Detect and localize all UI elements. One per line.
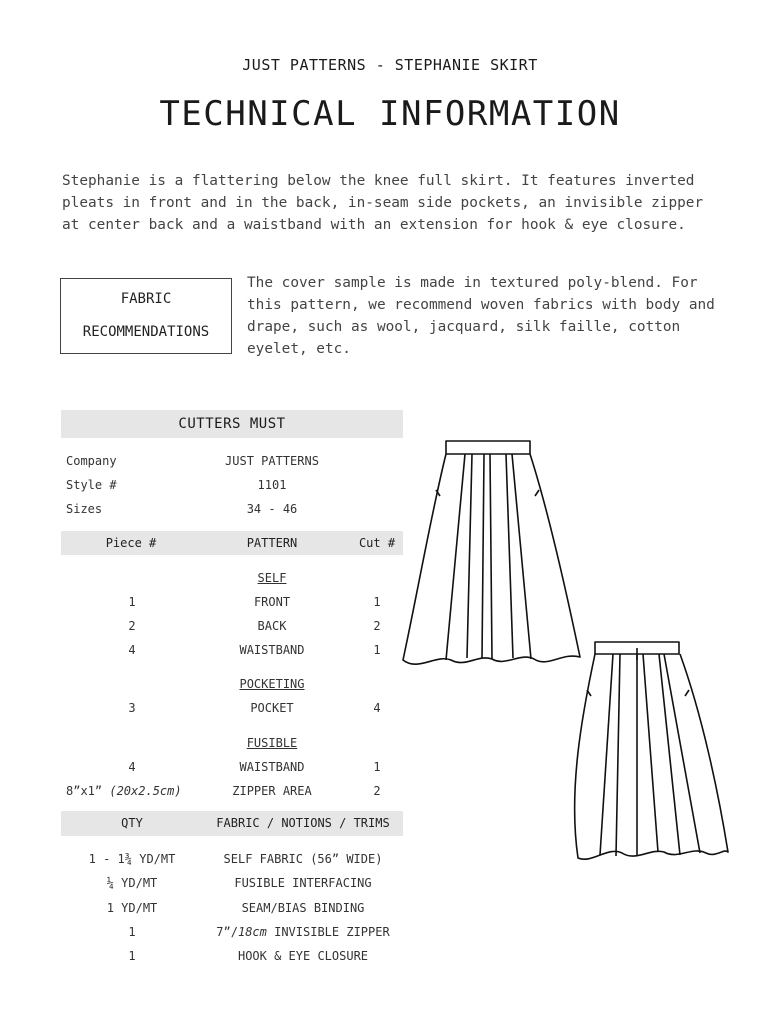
cutters-must-header: CUTTERS MUST [61,410,403,438]
piece-number: 4 [128,760,136,774]
pattern-name: WAISTBAND [239,643,305,657]
info-value: 1101 [257,478,287,492]
pattern-name: WAISTBAND [239,760,305,774]
zipper-length: 7”/ [216,925,238,939]
trim-qty: 1 YD/MT [106,901,158,915]
pattern-name: FRONT [253,595,291,609]
trim-item: SELF FABRIC (56” WIDE) [223,852,383,866]
pattern-name: POCKET [250,701,294,715]
cut-count: 1 [373,760,381,774]
trim-qty: 1 - 1¾ YD/MT [88,852,176,866]
trim-item: FUSIBLE INTERFACING [234,876,372,890]
header-qty: QTY [121,816,143,830]
cut-count: 2 [373,619,381,633]
group-fusible-title: FUSIBLE [246,736,298,750]
piece-size-main: 8”x1” [66,784,103,798]
trim-qty: ¼ YD/MT [106,876,158,890]
fabric-recommendations-text: The cover sample is made in textured poly-blend. For this pattern, we recommend woven fabrics with body and drape, such as wool, jacquard, silk faille, cotton eyelet, etc. [247,275,715,357]
pattern-name: ZIPPER AREA [232,784,312,798]
fabric-box-line2: RECOMMENDATIONS [82,324,210,340]
info-value: JUST PATTERNS [225,454,319,468]
cut-count: 1 [373,595,381,609]
piece-number: 2 [128,619,136,633]
page-title: TECHNICAL INFORMATION [159,94,621,134]
zipper-type: INVISIBLE ZIPPER [266,925,390,939]
cut-count: 2 [373,784,381,798]
piece-size-metric: (20x2.5cm) [109,784,182,798]
zipper-length-metric: 18cm [237,925,267,939]
brand-line: JUST PATTERNS - STEPHANIE SKIRT [242,56,538,74]
header-piece: Piece # [105,536,157,550]
piece-number: 1 [128,595,136,609]
pattern-name: BACK [257,619,287,633]
info-label: Sizes [66,502,103,516]
group-pocketing-title: POCKETING [239,677,305,691]
intro-paragraph: Stephanie is a flattering below the knee full skirt. It features inverted pleats in front and in the back, in-seam side pockets, an invisible zipper at center back and a waistband with an extension for hook & eye closure. [62,173,704,233]
info-label: Style # [66,478,117,492]
front-waistband [446,441,530,454]
header-fabric-notions-trims: FABRIC / NOTIONS / TRIMS [216,816,390,830]
header-cut: Cut # [358,536,396,550]
piece-number: 4 [128,643,136,657]
skirt-back-sketch [575,642,728,859]
trim-qty: 1 [128,949,136,963]
cut-count: 4 [373,701,381,715]
header-pattern: PATTERN [246,536,298,550]
group-self-title: SELF [257,571,287,585]
info-value: 34 - 46 [246,502,298,516]
cut-count: 1 [373,643,381,657]
trim-qty: 1 [128,925,136,939]
info-label: Company [66,454,117,468]
piece-number: 3 [128,701,136,715]
skirt-front-sketch [403,441,580,664]
trim-item: HOOK & EYE CLOSURE [237,949,369,963]
fabric-box-line1: FABRIC [120,291,172,307]
trim-item: SEAM/BIAS BINDING [241,901,365,915]
